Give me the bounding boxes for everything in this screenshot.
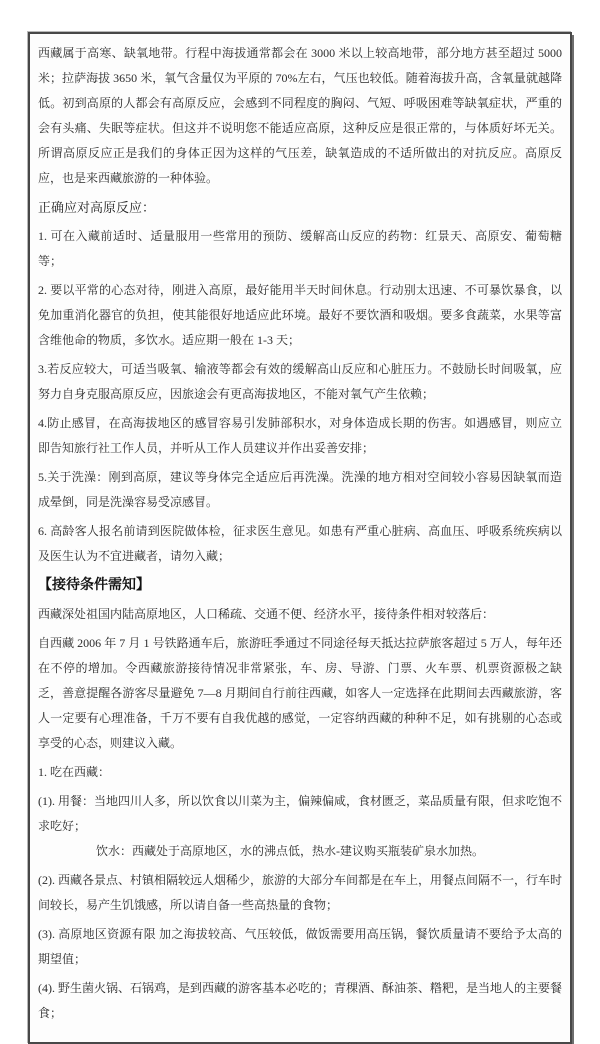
eat-item-2: (2). 西藏各景点、村镇相隔较远人烟稀少，旅游的大部分车间都是在车上，用餐点间隔不一，行车时间较长，易产生饥饿感，所以请自备一些高热量的食物； xyxy=(38,873,562,912)
reception-intro-paragraph: 西藏深处祖国内陆高原地区，人口稀疏、交通不便、经济水平，接待条件相对较落后： xyxy=(38,607,495,621)
eat-item-1 xyxy=(38,789,562,864)
intro-paragraph: 西藏属于高寒、缺氧地带。行程中海拔通常都会在 3000 米以上较高地带，部分地方甚至超过 5000 米；拉萨海拔 3650 米，氧气含量仅为平原的 70%左右，气压也较低。随着海拔升高，含氧量就越降低。初到高原的人都会有高原反应，会感到不同程度的胸闷、气短、呼吸困难等缺氧症状，严重的会有头痛、失眠等症状。但这并不说明您不能适应高原，这种反应是很正常的，与体质好坏无关。所谓高原反应正是我们的身体正因为这样的气压差，缺氧造成的不适所做出的对抗反应。高原反应，也是来西藏旅游的一种体验。 xyxy=(38,46,562,185)
content-box xyxy=(28,32,572,1044)
altitude-tip-6: 6. 高龄客人报名前请到医院做体检，征求医生意见。如患有严重心脏病、高血压、呼吸系统疾病以及医生认为不宜进藏者，请勿入藏； xyxy=(38,524,562,563)
altitude-section-heading: 正确应对高原反应： xyxy=(38,200,156,215)
altitude-tip-3: 3.若反应较大，可适当吸氧、输液等都会有效的缓解高山反应和心脏压力。不鼓励长时间吸氧，应努力自身克服高原反应，因旅途会有更高海拔地区，不能对氧气产生依赖； xyxy=(38,362,562,401)
altitude-tip-4: 4.防止感冒，在高海拔地区的感冒容易引发肺部积水，对身体造成长期的伤害。如遇感冒，则应立即告知旅行社工作人员，并听从工作人员建议并作出妥善安排； xyxy=(38,416,562,455)
altitude-tip-5: 5.关于洗澡：刚到高原，建议等身体完全适应后再洗澡。洗澡的地方相对空间较小容易因缺氧而造成晕倒，同是洗澡容易受凉感冒。 xyxy=(38,470,562,509)
eat-item-1-dining: (1). 用餐：当地四川人多，所以饮食以川菜为主，偏辣偏咸，食材匮乏，菜品质量有限，但求吃饱不求吃好； xyxy=(38,794,562,833)
eat-item-1-drinking: 饮水：西藏处于高原地区，水的沸点低，热水-建议购买瓶装矿泉水加热。 xyxy=(96,844,484,858)
reception-section-heading: 【接待条件需知】 xyxy=(38,578,150,593)
eat-item-4: (4). 野生菌火锅、石锅鸡，是到西藏的游客基本必吃的；青稞酒、酥油茶、糌粑，是当地人的主要餐食； xyxy=(38,981,562,1020)
altitude-tip-1: 1. 可在入藏前适时、适量服用一些常用的预防、缓解高山反应的药物：红景天、高原安、葡萄糖等； xyxy=(38,229,562,268)
eat-item-3: (3). 高原地区资源有限 加之海拔较高、气压较低，做饭需要用高压锅，餐饮质量请不要给予太高的期望值； xyxy=(38,927,562,966)
altitude-tip-2: 2. 要以平常的心态对待，刚进入高原，最好能用半天时间休息。行动别太迅速、不可暴饮暴食，以免加重消化器官的负担，使其能很好地适应此环境。最好不要饮酒和吸烟。要多食蔬菜，水果等富含维他命的物质，多饮水。适应期一般在 1-3 天； xyxy=(38,283,562,347)
eat-section-heading: 1. 吃在西藏： xyxy=(38,765,111,779)
reception-detail-paragraph: 自西藏 2006 年 7 月 1 号铁路通车后，旅游旺季通过不同途径每天抵达拉萨旅客超过 5 万人，每年还在不停的增加。令西藏旅游接待情况非常紧张，车、房、导游、门票、火车票、机票资源极之缺乏，善意提醒各游客尽量避免 7—8 月期间自行前往西藏，如客人一定选择在此期间去西藏旅游，客人一定要有心理准备，千万不要有自我优越的感觉，一定容纳西藏的种种不足，如有挑剔的心态或享受的心态，则建议入藏。 xyxy=(38,636,562,750)
